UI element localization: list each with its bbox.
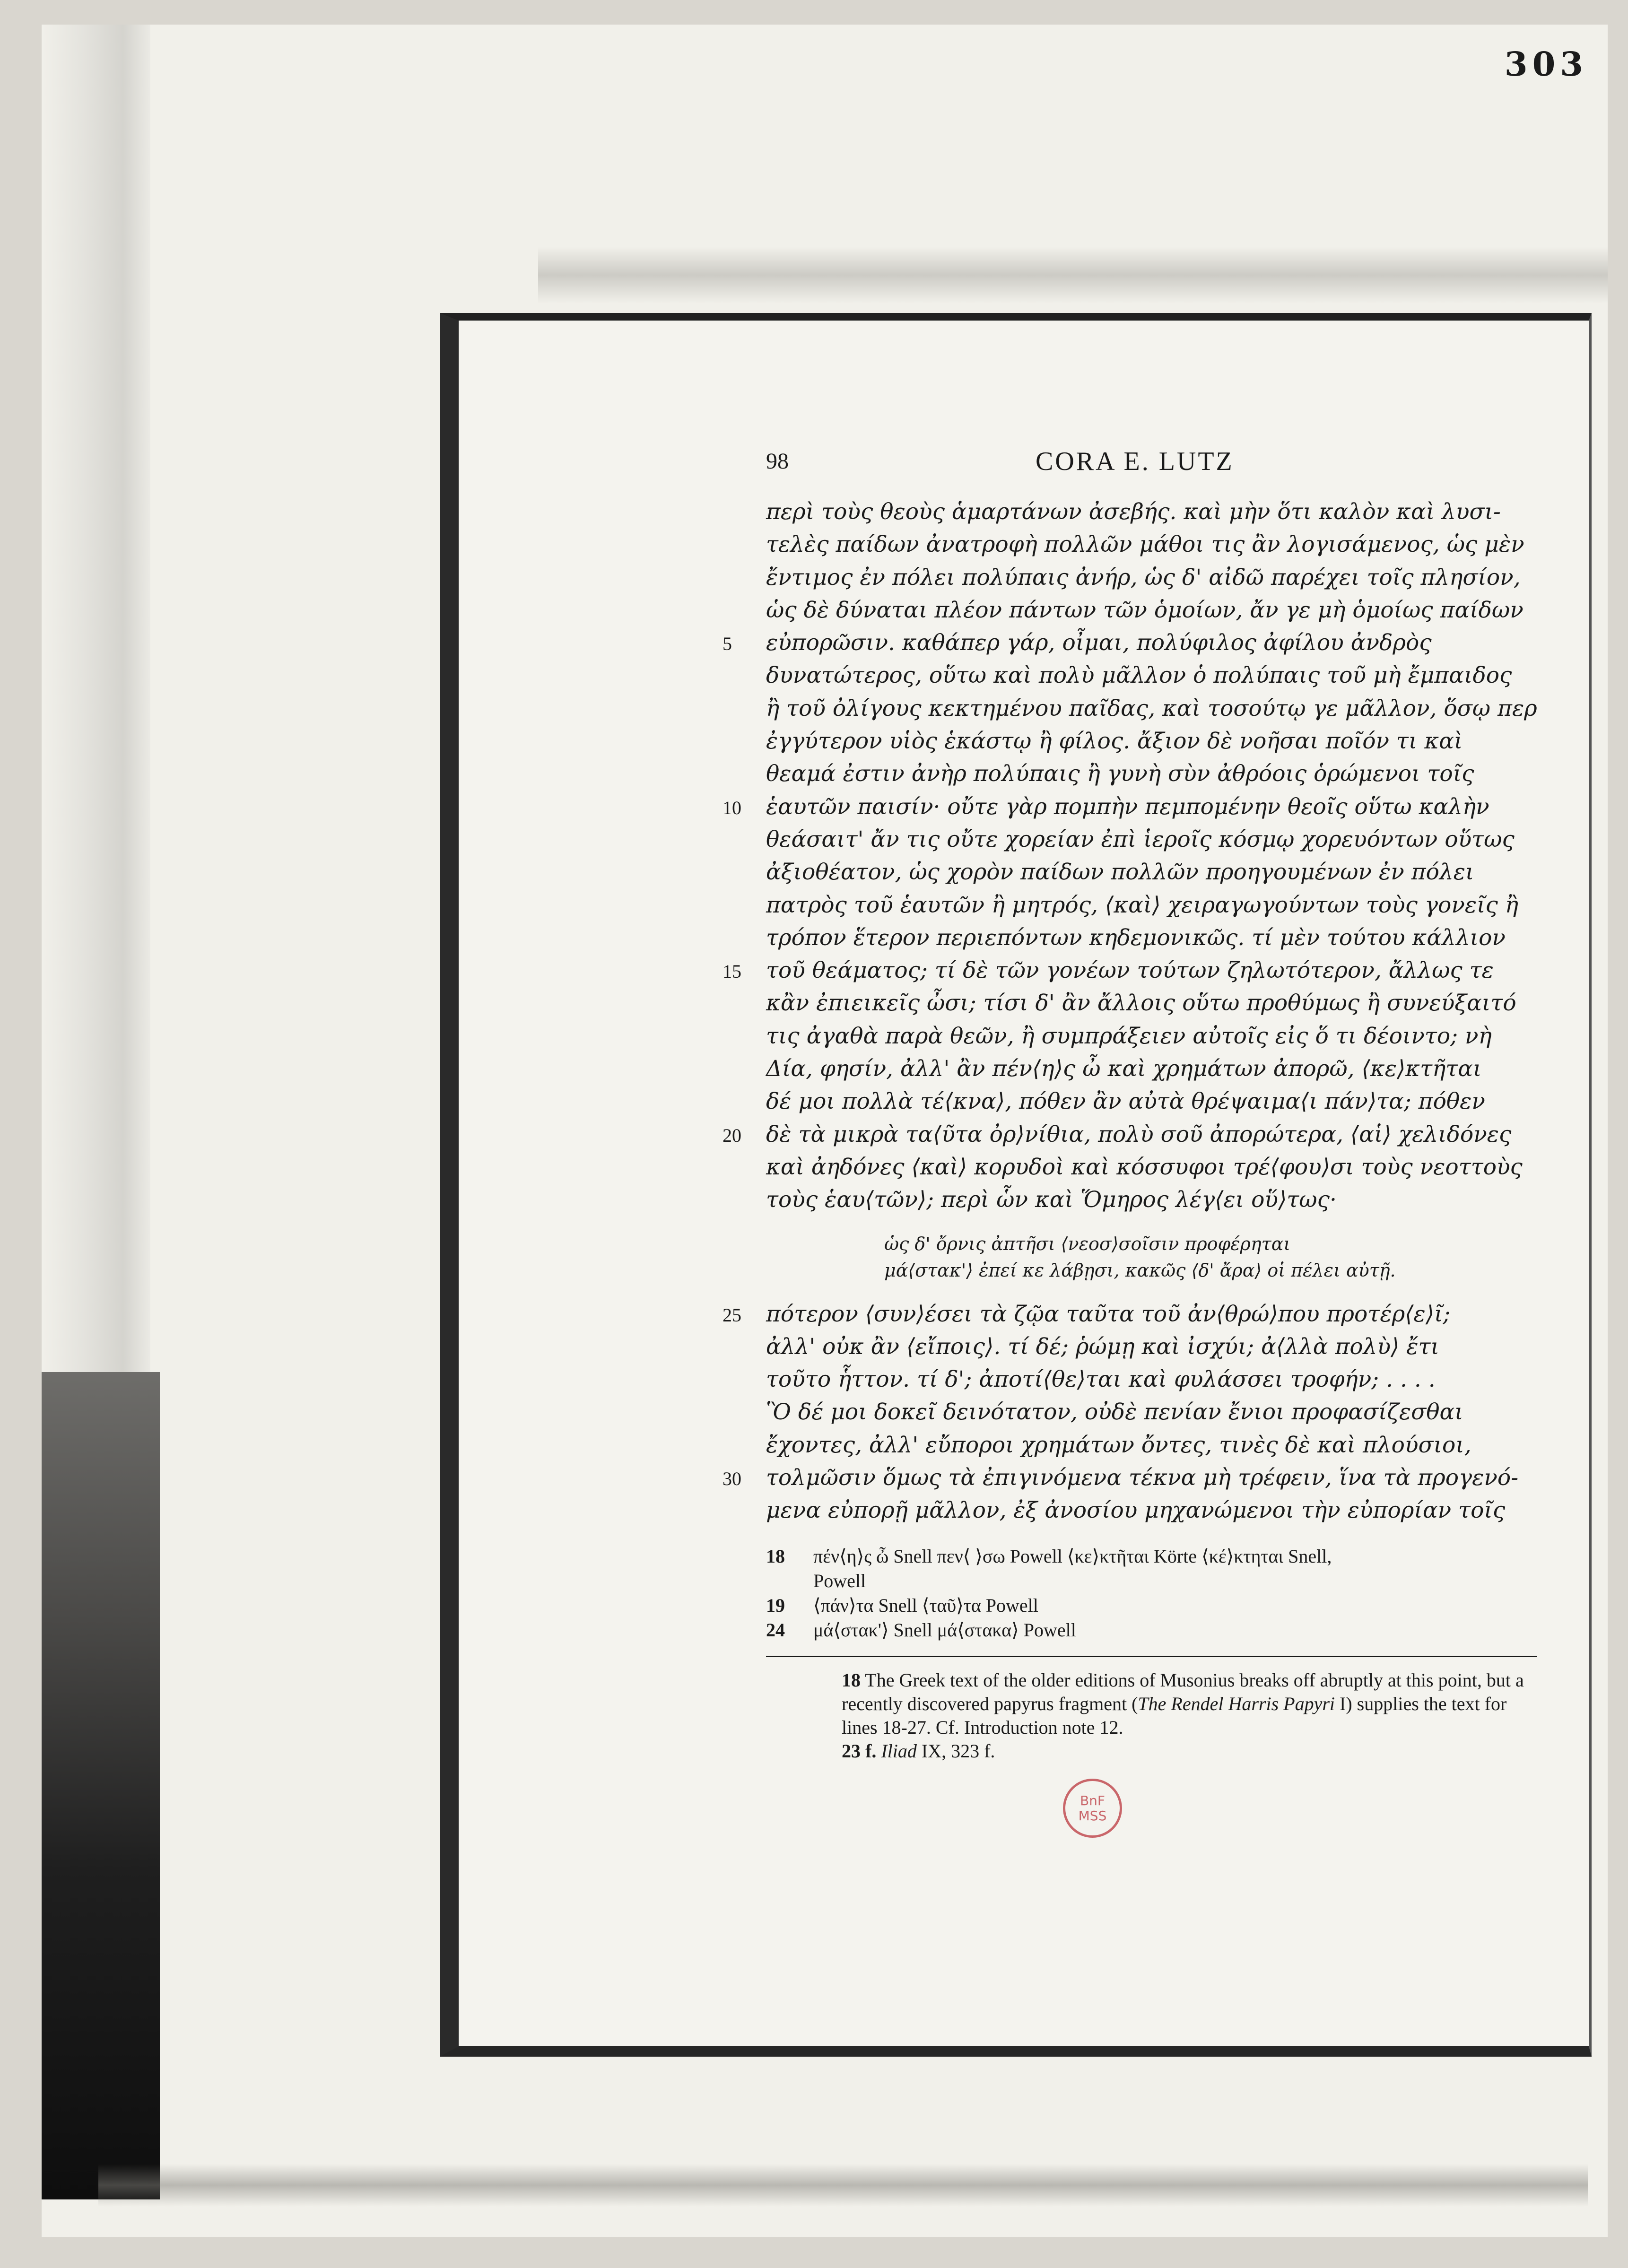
text-line (766, 528, 1537, 561)
footnote-rule (766, 1656, 1537, 1657)
line-number: 15 (723, 961, 741, 982)
photocopy-plate (440, 313, 1592, 2057)
line-text: πότερον ⟨συν⟩έσει τὰ ζῷα ταῦτα τοῦ ἀν⟨θρώ⟩που προτέρ⟨ε⟩ῖ; (766, 1301, 1451, 1327)
apparatus-line-ref: 19 (766, 1594, 785, 1616)
line-text: ἀξιοθέατον, ὡς χορὸν παίδων πολλῶν προηγουμένων ἐν πόλει (766, 859, 1474, 886)
text-line (723, 626, 1537, 659)
apparatus-text: μά⟨στακ'⟩ Snell μά⟨στακα⟩ Powell (813, 1619, 1076, 1641)
text-line (766, 594, 1537, 626)
text-line (766, 1085, 1537, 1118)
footnote-title: The Rendel Harris Papyri (1138, 1693, 1335, 1714)
line-text: δὲ τὰ μικρὰ τα⟨ῦτα ὀρ⟩νίθια, πολὺ σοῦ ἀπορώτερα, ⟨αἱ⟩ χελιδόνες (766, 1121, 1512, 1147)
line-text: Ὃ δέ μοι δοκεῖ δεινότατον, οὐδὲ πενίαν ἔνιοι προφασίζεσθαι (766, 1399, 1463, 1425)
text-line (766, 1020, 1537, 1052)
line-number: 5 (723, 633, 732, 655)
line-text: ἔχοντες, ἀλλ' εὔποροι χρημάτων ὄντες, τινὲς δὲ καὶ πλούσιοι, (766, 1432, 1471, 1458)
text-line (766, 1151, 1537, 1183)
footnote-text: IX, 323 f. (916, 1740, 995, 1762)
footnotes (766, 1668, 1537, 1763)
text-line (766, 659, 1537, 692)
footnote-text: I) supplies the text for lines 18-27. Cf. Introduction note 12. (842, 1693, 1507, 1738)
text-line (766, 889, 1537, 921)
text-line (766, 725, 1537, 757)
page-number: 98 (766, 449, 789, 474)
line-text: τολμῶσιν ὅμως τὰ ἐπιγινόμενα τέκνα μὴ τρέφειν, ἵνα τὰ προγενό- (766, 1465, 1519, 1491)
line-text: τοῦτο ἧττον. τί δ'; ἀποτί⟨θε⟩ται καὶ φυλάσσει τροφήν; . . . . (766, 1366, 1436, 1393)
quote-line: μά⟨στακ'⟩ ἐπεί κε λάβῃσι, κακῶς ⟨δ' ἄρα⟩ οἱ πέλει αὐτῇ. (884, 1260, 1396, 1281)
line-text: θεάσαιτ' ἄν τις οὔτε χορείαν ἐπὶ ἱεροῖς κόσμῳ χορευόντων οὕτως (766, 826, 1515, 852)
text-line (766, 1183, 1537, 1216)
line-text: ἀλλ' οὐκ ἂν ⟨εἴποις⟩. τί δέ; ῥώμῃ καὶ ἰσχύι; ἀ⟨λλὰ πολὺ⟩ ἔτι (766, 1333, 1439, 1360)
apparatus-text: ⟨πάν⟩τα Snell ⟨ταῦ⟩τα Powell (813, 1594, 1038, 1616)
scan-smudge (42, 25, 150, 1372)
apparatus-entry (766, 1569, 1537, 1593)
text-line (723, 1461, 1537, 1494)
text-line (766, 1052, 1537, 1085)
stamp-line: BnF (1080, 1792, 1106, 1808)
archive-sheet (42, 25, 1608, 2237)
line-text: Δία, φησίν, ἀλλ' ἂν πέν⟨η⟩ς ὦ καὶ χρημάτων ἀπορῶ, ⟨κε⟩κτῆται (766, 1056, 1482, 1082)
library-stamp (1063, 1779, 1122, 1838)
scan-bottom-band (98, 2164, 1588, 2207)
scan-top-band (538, 247, 1608, 304)
line-text: καὶ ἀηδόνες ⟨καὶ⟩ κορυδοὶ καὶ κόσσυφοι τρέ⟨φου⟩σι τοὺς νεοττοὺς (766, 1154, 1523, 1180)
text-line (766, 1396, 1537, 1428)
text-line (766, 1494, 1537, 1527)
text-line (766, 757, 1537, 790)
line-number: 20 (723, 1124, 741, 1146)
line-text: ἑαυτῶν παισίν· οὔτε γὰρ πομπὴν πεμπομένην θεοῖς οὕτω καλὴν (766, 793, 1489, 820)
line-text: εὐπορῶσιν. καθάπερ γάρ, οἶμαι, πολύφιλος ἀφίλου ἀνδρὸς (766, 630, 1432, 656)
text-line (766, 1330, 1537, 1363)
text-line (723, 1118, 1537, 1151)
footnote-text: The Greek text of the older editions of Musonius breaks off abruptly at this point, but a recently discovered papyrus fragment ( (842, 1669, 1524, 1714)
apparatus-line-ref: 18 (766, 1545, 785, 1567)
greek-text-continued (723, 1298, 1537, 1527)
critical-apparatus (766, 1544, 1537, 1642)
apparatus-text: Powell (813, 1570, 866, 1591)
line-text: πατρὸς τοῦ ἑαυτῶν ἢ μητρός, ⟨καὶ⟩ χειραγωγούντων τοὺς γονεῖς ἢ (766, 892, 1518, 918)
line-text: τρόπον ἕτερον περιεπόντων κηδεμονικῶς. τί μὲν τούτου κάλλιον (766, 924, 1506, 951)
line-text: δέ μοι πολλὰ τέ⟨κνα⟩, πόθεν ἂν αὐτὰ θρέψαιμα⟨ι πάν⟩τα; πόθεν (766, 1088, 1485, 1115)
line-text: δυνατώτερος, οὕτω καὶ πολὺ μᾶλλον ὁ πολύπαις τοῦ μὴ ἔμπαιδος (766, 662, 1512, 689)
stamp-line: MSS (1078, 1807, 1107, 1824)
line-text: ἐγγύτερον υἱὸς ἑκάστῳ ἢ φίλος. ἄξιον δὲ νοῆσαι ποῖόν τι καὶ (766, 728, 1463, 755)
line-number: 30 (723, 1468, 741, 1490)
running-head (766, 448, 1537, 491)
footnote-ref: 18 (842, 1669, 861, 1691)
text-line (723, 1298, 1537, 1330)
text-line (766, 921, 1537, 954)
line-text: τοῦ θεάματος; τί δὲ τῶν γονέων τούτων ζηλωτότερον, ἄλλως τε (766, 957, 1494, 984)
book-page (723, 447, 1537, 1763)
text-line (766, 692, 1537, 725)
text-line (766, 561, 1537, 594)
homer-quotation (884, 1231, 1537, 1284)
line-text: τελὲς παίδων ἀνατροφὴ πολλῶν μάθοι τις ἂν λογισάμενος, ὡς μὲν (766, 531, 1524, 558)
footnote-ref: 23 f. (842, 1740, 877, 1762)
line-text: ἢ τοῦ ὀλίγους κεκτημένου παῖδας, καὶ τοσούτῳ γε μᾶλλον, ὅσῳ περ (766, 695, 1537, 721)
line-text: περὶ τοὺς θεοὺς ἁμαρτάνων ἀσεβής. καὶ μὴν ὅτι καλὸν καὶ λυσι- (766, 499, 1501, 525)
running-author: CORA E. LUTZ (1036, 447, 1234, 476)
text-line (766, 856, 1537, 888)
text-line (723, 954, 1537, 987)
apparatus-entry (766, 1593, 1537, 1618)
text-line (766, 1363, 1537, 1396)
line-text: θεαμά ἐστιν ἀνὴρ πολύπαις ἢ γυνὴ σὺν ἀθρόοις ὁρώμενοι τοῖς (766, 761, 1474, 787)
line-text: ὡς δὲ δύναται πλέον πάντων τῶν ὁμοίων, ἄν γε μὴ ὁμοίως παίδων (766, 597, 1524, 623)
apparatus-entry (766, 1544, 1537, 1569)
footnote-2 (842, 1739, 1537, 1763)
apparatus-line-ref: 24 (766, 1619, 785, 1641)
apparatus-entry (766, 1618, 1537, 1642)
text-line (766, 823, 1537, 856)
text-line (766, 987, 1537, 1019)
quote-line: ὡς δ' ὄρνις ἀπτῆσι ⟨νεοσ⟩σοῖσιν προφέρηται (884, 1233, 1291, 1254)
line-text: κἂν ἐπιεικεῖς ὦσι; τίσι δ' ἂν ἄλλοις οὕτω προθύμως ἢ συνεύξαιτό (766, 990, 1516, 1017)
text-line (766, 1429, 1537, 1461)
line-number: 25 (723, 1304, 741, 1326)
text-line (723, 791, 1537, 823)
apparatus-text: πέν⟨η⟩ς ὦ Snell πεν⟨ ⟩σω Powell ⟨κε⟩κτῆται Körte ⟨κέ⟩κτηται Snell, (813, 1545, 1332, 1567)
folio-number: 303 (1504, 44, 1588, 84)
line-text: τοὺς ἑαυ⟨τῶν⟩; περὶ ὧν καὶ Ὅμηρος λέγ⟨ει οὕ⟩τως· (766, 1187, 1337, 1213)
footnote-title: Iliad (881, 1740, 917, 1762)
line-text: μενα εὐπορῇ μᾶλλον, ἐξ ἀνοσίου μηχανώμενοι τὴν εὐπορίαν τοῖς (766, 1497, 1506, 1524)
line-text: ἔντιμος ἐν πόλει πολύπαις ἀνήρ, ὡς δ' αἰδῶ παρέχει τοῖς πλησίον, (766, 564, 1521, 591)
greek-text (723, 495, 1537, 1217)
scan-dark-strip (42, 1372, 160, 2199)
line-text: τις ἀγαθὰ παρὰ θεῶν, ἢ συμπράξειεν αὐτοῖς εἰς ὅ τι δέοιντο; νὴ (766, 1023, 1492, 1049)
footnote-1 (842, 1668, 1537, 1739)
line-number: 10 (723, 797, 741, 818)
text-line (766, 495, 1537, 528)
